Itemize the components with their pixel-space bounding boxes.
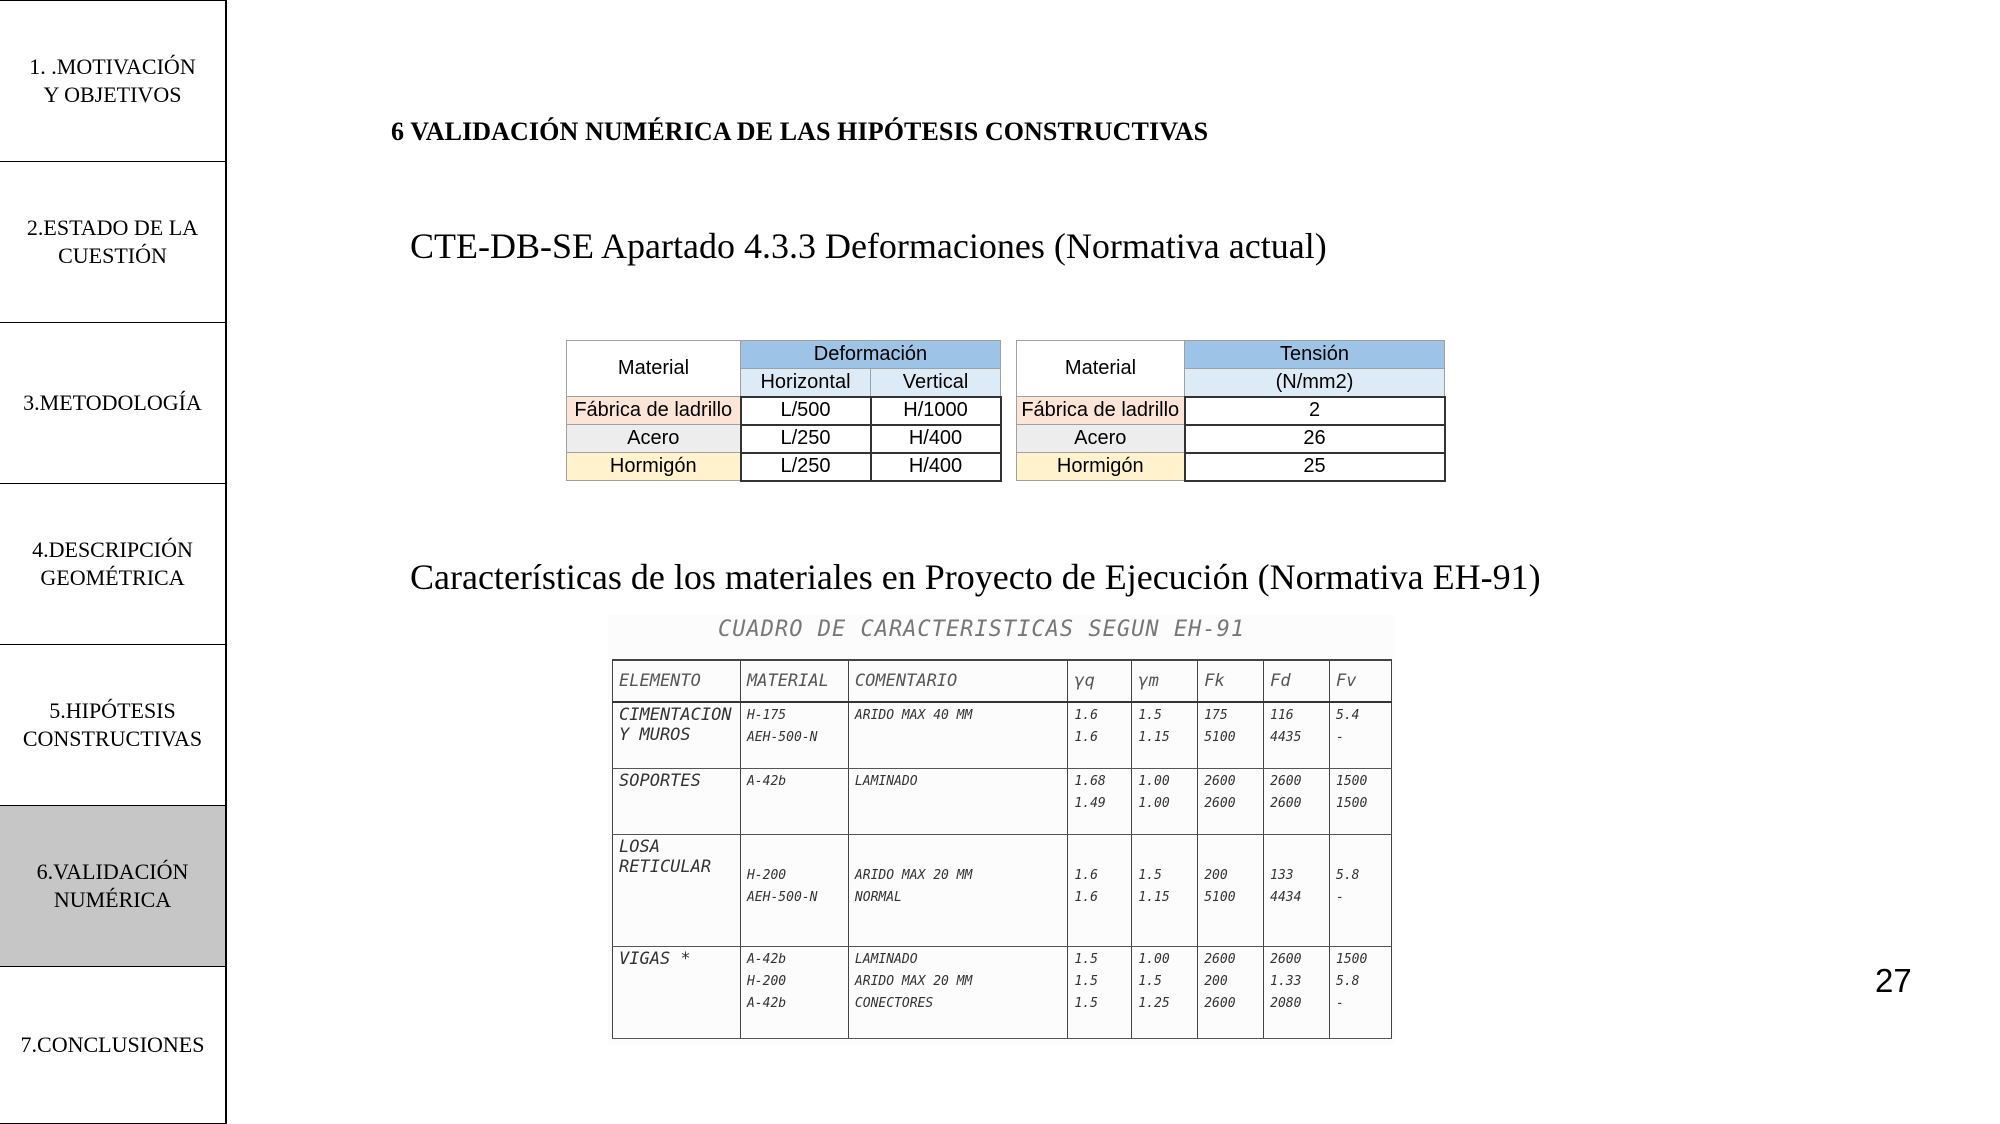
table-cell: H/1000 — [871, 397, 1001, 425]
cell-line: 1.5 — [1074, 995, 1098, 1011]
table-header-comentario: COMENTARIO — [848, 660, 1068, 702]
table-cell-fv — [1330, 768, 1392, 834]
cell-line: 200 — [1204, 973, 1228, 989]
cell-line: NORMAL — [854, 889, 902, 905]
cell-line: A-42b — [746, 951, 787, 967]
cell-line: 5.4 — [1336, 708, 1360, 723]
sidebar-nav — [0, 0, 227, 1124]
cell-line: 1500 — [1336, 795, 1368, 811]
cell-line: ARIDO MAX 20 MM — [854, 867, 973, 883]
cell-line: LAMINADO — [854, 951, 918, 967]
page-number: 27 — [1875, 962, 1912, 999]
cell-line: 2600 — [1270, 773, 1302, 789]
table-row — [613, 702, 1392, 768]
cell-line: 200 — [1204, 867, 1228, 883]
table-cell: L/250 — [741, 453, 871, 481]
table-cell-comentario — [848, 702, 1068, 768]
table-row — [1017, 397, 1445, 425]
table-cell: 25 — [1185, 453, 1445, 481]
sidebar-item-label: 4.DESCRIPCIÓN GEOMÉTRICA — [32, 537, 193, 590]
cell-line: A-42b — [746, 995, 787, 1011]
table-cell-fv — [1330, 834, 1392, 946]
cell-line: - — [1336, 889, 1344, 905]
sidebar-item-descripcion-geometrica[interactable] — [0, 483, 225, 645]
cell-line: 133 — [1270, 867, 1294, 883]
cell-line: H-200 — [746, 867, 787, 883]
table-header-fv: Fv — [1330, 660, 1392, 702]
table-cell-elemento — [613, 834, 741, 946]
cell-line: 1500 — [1336, 951, 1368, 967]
cell-line: SOPORTES — [619, 770, 701, 791]
table-cell-fk — [1198, 834, 1264, 946]
cell-line: 1.33 — [1270, 973, 1302, 989]
table-cell: L/500 — [741, 397, 871, 425]
cell-line: LAMINADO — [854, 773, 918, 789]
table-cell-material — [740, 702, 848, 768]
cell-line: 2600 — [1204, 995, 1236, 1011]
table-header-material: Material — [1017, 341, 1185, 397]
cell-line: 116 — [1270, 708, 1294, 723]
cell-line: 1.5 — [1074, 951, 1098, 967]
table-cell: H/400 — [871, 453, 1001, 481]
deformation-table — [566, 340, 1002, 482]
cell-line: 1.49 — [1074, 795, 1106, 811]
cell-line: 1.68 — [1074, 773, 1106, 789]
table-row — [1017, 453, 1445, 481]
table-row — [1017, 425, 1445, 453]
cell-line: 5100 — [1204, 889, 1236, 905]
table-header-unit: (N/mm2) — [1185, 369, 1445, 397]
table-cell-gamma-m — [1132, 834, 1198, 946]
cell-line: 1.25 — [1138, 995, 1170, 1011]
cell-line: ARIDO MAX 20 MM — [854, 973, 973, 989]
cell-line: 1.00 — [1138, 795, 1170, 811]
cell-line: 1.5 — [1138, 867, 1162, 883]
cell-line: A-42b — [746, 773, 787, 789]
table-cell: H/400 — [871, 425, 1001, 453]
table-cell-fk — [1198, 946, 1264, 1038]
table-cell-material — [740, 834, 848, 946]
table-cell-gamma-q — [1068, 768, 1132, 834]
subtitle-cte: CTE-DB-SE Apartado 4.3.3 Deformaciones (Normativa actual) — [410, 226, 1327, 266]
table-cell-comentario — [848, 768, 1068, 834]
cell-line: VIGAS * — [619, 948, 691, 969]
table-header-vertical: Vertical — [871, 369, 1001, 397]
table-cell-fk — [1198, 768, 1264, 834]
table-cell-fv — [1330, 946, 1392, 1038]
table-cell-fd — [1264, 768, 1330, 834]
cell-line: 1.00 — [1138, 951, 1170, 967]
cell-line: AEH-500-N — [746, 730, 818, 745]
table-header-gamma-q: γq — [1068, 660, 1132, 702]
eh91-table-title: CUADRO DE CARACTERISTICAS SEGUN EH-91 — [718, 617, 1246, 642]
table-cell-material: Acero — [567, 425, 741, 453]
cell-line: ARIDO MAX 40 MM — [854, 708, 973, 723]
cell-line: 4434 — [1270, 889, 1302, 905]
table-row — [613, 768, 1392, 834]
sidebar-item-validacion-numerica[interactable] — [0, 805, 225, 967]
sidebar-item-label: 6.VALIDACIÓN NUMÉRICA — [36, 859, 189, 912]
sidebar-item-label: 3.METODOLOGÍA — [23, 390, 202, 415]
cell-line: 175 — [1204, 708, 1228, 723]
table-cell-gamma-m — [1132, 946, 1198, 1038]
table-header-gamma-m: γm — [1132, 660, 1198, 702]
table-cell-comentario — [848, 946, 1068, 1038]
cell-line: 1.15 — [1138, 730, 1170, 745]
cell-line: 1.5 — [1138, 708, 1162, 723]
table-row — [613, 834, 1392, 946]
subtitle-eh91: Características de los materiales en Proyecto de Ejecución (Normativa EH-91) — [410, 557, 1541, 597]
eh91-table — [612, 659, 1392, 1039]
cell-line: CIMENTACION — [619, 705, 732, 725]
cell-line: 1.00 — [1138, 773, 1170, 789]
cell-line: - — [1336, 730, 1344, 745]
cell-line: 2600 — [1204, 773, 1236, 789]
table-cell-fk — [1198, 702, 1264, 768]
table-cell-comentario — [848, 834, 1068, 946]
cell-line: Y MUROS — [619, 725, 691, 745]
table-cell-material: Acero — [1017, 425, 1185, 453]
cell-line: 2080 — [1270, 995, 1302, 1011]
table-cell-material — [740, 768, 848, 834]
table-cell-elemento — [613, 946, 741, 1038]
table-cell-elemento — [613, 768, 741, 834]
table-header-deformacion: Deformación — [741, 341, 1001, 369]
cell-line: - — [1336, 995, 1344, 1011]
table-row — [567, 425, 1001, 453]
cell-line: 2600 — [1204, 795, 1236, 811]
cell-line: CONECTORES — [854, 995, 934, 1011]
cell-line: 1.6 — [1074, 889, 1098, 905]
tension-table — [1016, 340, 1446, 482]
sidebar-item-conclusiones[interactable] — [0, 966, 225, 1124]
cell-line: RETICULAR — [619, 856, 712, 877]
table-cell-material: Fábrica de ladrillo — [1017, 397, 1185, 425]
cell-line: 4435 — [1270, 730, 1302, 745]
table-header-material: MATERIAL — [740, 660, 848, 702]
cell-line: 5.8 — [1336, 867, 1360, 883]
table-cell-fv — [1330, 702, 1392, 768]
table-cell: L/250 — [741, 425, 871, 453]
table-row — [567, 397, 1001, 425]
table-header-tension: Tensión — [1185, 341, 1445, 369]
table-header-fk: Fk — [1198, 660, 1264, 702]
table-cell-gamma-m — [1132, 702, 1198, 768]
cell-line: 1.5 — [1138, 973, 1162, 989]
cell-line: 1.5 — [1074, 973, 1098, 989]
table-header-material: Material — [567, 341, 741, 397]
table-cell-gamma-m — [1132, 768, 1198, 834]
cell-line: 1.6 — [1074, 867, 1098, 883]
sidebar-item-label: 5.HIPÓTESIS CONSTRUCTIVAS — [22, 698, 203, 751]
table-cell: 26 — [1185, 425, 1445, 453]
sidebar-item-label: 1. .MOTIVACIÓN Y OBJETIVOS — [29, 54, 196, 107]
table-header-fd: Fd — [1264, 660, 1330, 702]
sidebar-item-motivacion[interactable] — [0, 0, 225, 162]
cell-line: H-200 — [746, 973, 787, 989]
cell-line: 2600 — [1204, 951, 1236, 967]
sidebar-item-metodologia[interactable] — [0, 322, 225, 484]
table-cell-fd — [1264, 834, 1330, 946]
section-title: 6 VALIDACIÓN NUMÉRICA DE LAS HIPÓTESIS CONSTRUCTIVAS — [391, 117, 1209, 146]
table-cell-gamma-q — [1068, 946, 1132, 1038]
sidebar-item-estado-cuestion[interactable] — [0, 161, 225, 323]
table-cell-fd — [1264, 702, 1330, 768]
table-cell-material — [740, 946, 848, 1038]
table-cell-elemento — [613, 702, 741, 768]
cell-line: 2600 — [1270, 951, 1302, 967]
eh91-table-image — [608, 615, 1394, 1045]
cell-line: 5.8 — [1336, 973, 1360, 989]
cell-line: 1.6 — [1074, 708, 1098, 723]
cell-line: 1.15 — [1138, 889, 1170, 905]
sidebar-item-label: 7.CONCLUSIONES — [20, 1032, 205, 1057]
table-cell: 2 — [1185, 397, 1445, 425]
table-cell-gamma-q — [1068, 702, 1132, 768]
cell-line: 1500 — [1336, 773, 1368, 789]
cell-line: AEH-500-N — [746, 889, 818, 905]
cell-line: 5100 — [1204, 730, 1236, 745]
table-header-elemento: ELEMENTO — [613, 660, 741, 702]
table-cell-material: Hormigón — [567, 453, 741, 481]
table-header-horizontal: Horizontal — [741, 369, 871, 397]
cell-line: 1.6 — [1074, 730, 1098, 745]
table-cell-gamma-q — [1068, 834, 1132, 946]
table-row — [567, 453, 1001, 481]
table-row — [613, 946, 1392, 1038]
cell-line: H-175 — [746, 708, 787, 723]
sidebar-item-hipotesis-constructivas[interactable] — [0, 644, 225, 806]
table-cell-fd — [1264, 946, 1330, 1038]
cell-line: LOSA — [619, 836, 660, 857]
table-cell-material: Hormigón — [1017, 453, 1185, 481]
cell-line: 2600 — [1270, 795, 1302, 811]
table-cell-material: Fábrica de ladrillo — [567, 397, 741, 425]
sidebar-item-label: 2.ESTADO DE LA CUESTIÓN — [26, 215, 199, 268]
